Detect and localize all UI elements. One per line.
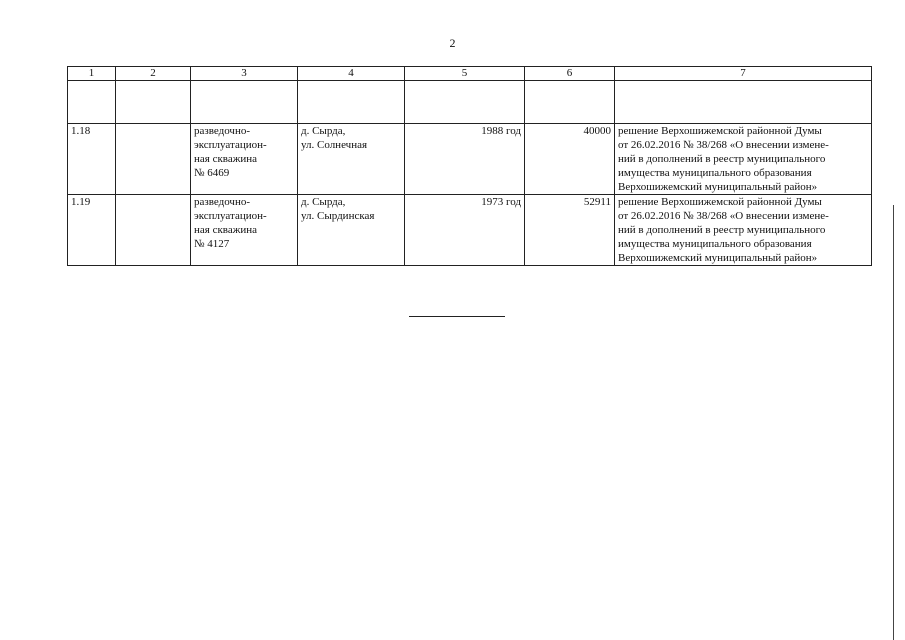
year-cell: 1988 год [405,124,525,195]
end-divider [409,316,505,317]
col-header-2: 2 [116,67,191,81]
cell-col2 [116,195,191,266]
col-header-6: 6 [525,67,615,81]
col-header-1: 1 [68,67,116,81]
object-name-cell: разведочно- эксплуатацион- ная скважина № 6469 [191,124,298,195]
cell-col2 [116,124,191,195]
address-cell: д. Сырда, ул. Солнечная [298,124,405,195]
col-header-7: 7 [615,67,872,81]
value-cell: 40000 [525,124,615,195]
row-number: 1.18 [68,124,116,195]
scan-edge-line [893,205,894,640]
basis-cell: решение Верхошижемской районной Думы от 26.02.2016 № 38/268 «О внесении измене- ний в дополнений в реестр муниципального имущества муниципального образования Верхошижемский муниципальный район» [615,124,872,195]
page-number: 2 [449,36,456,50]
header-row [68,67,872,81]
col-header-4: 4 [298,67,405,81]
table-row [68,124,872,195]
row-number: 1.19 [68,195,116,266]
basis-cell: решение Верхошижемской районной Думы от 26.02.2016 № 38/268 «О внесении измене- ний в дополнений в реестр муниципального имущества муниципального образования Верхошижемский муниципальный район» [615,195,872,266]
table-row [68,195,872,266]
col-header-5: 5 [405,67,525,81]
object-name-cell: разведочно- эксплуатацион- ная скважина № 4127 [191,195,298,266]
year-cell: 1973 год [405,195,525,266]
value-cell: 52911 [525,195,615,266]
address-cell: д. Сырда, ул. Сырдинская [298,195,405,266]
col-header-3: 3 [191,67,298,81]
registry-table [67,66,872,266]
empty-row [68,81,872,124]
